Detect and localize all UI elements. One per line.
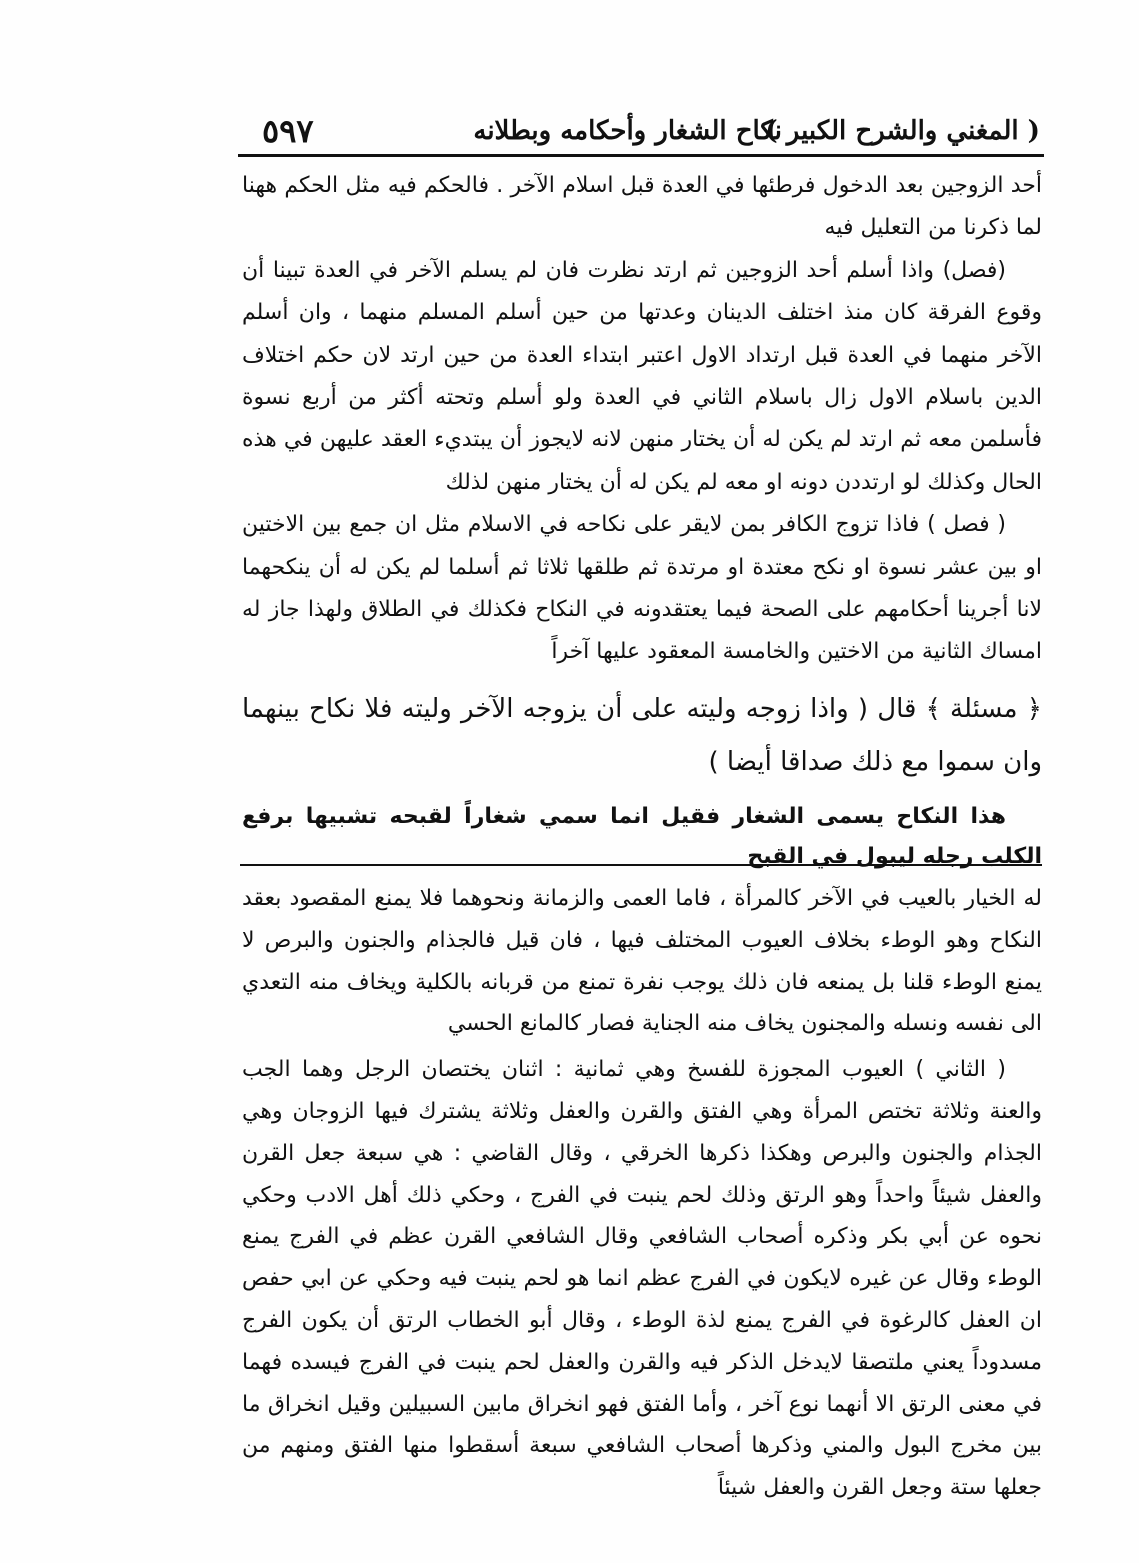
upper-text-block [242, 165, 1042, 674]
lower-text-block [242, 878, 1042, 1509]
upper-paragraph-2: (فصل) واذا أسلم أحد الزوجين ثم ارتد نظرت فان لم يسلم الآخر في العدة تبينا أن وقوع الفرقة كان منذ اختلف الدينان وعدتها من حين أسلم المسلم منهما ، وان أسلم الآخر منهما في العدة قبل ارتداد الاول اعتبر ابتداء العدة من حين ارتد لان حكم اختلاف الدين باسلام الاول زال باسلام الثاني في العدة ولو أسلم وتحته أكثر من أربع نسوة فأسلمن معه ثم ارتد لم يكن له أن يختار منهن لانه لايجوز أن يبتديء العقد عليهن في هذه الحال وكذلك لو ارتددن دونه او معه لم يكن له أن يختار منهن لذلك [242, 257, 1042, 495]
header-rule [238, 154, 1044, 157]
upper-paragraph-3: ( فصل ) فاذا تزوج الكافر بمن لايقر على نكاحه في الاسلام مثل ان جمع بين الاختين او بين عشر نسوة او نكح معتدة او مرتدة ثم طلقها ثلاثا ثم أسلما لم يكن له أن ينكحهما لانا أجرينا أحكامهم على الصحة فيما يعتقدونه في النكاح فكذلك في الطلاق ولهذا جاز له امساك الثانية من الاختين والخامسة المعقود عليها آخراً [242, 512, 1042, 665]
book-title: ( المغني والشرح الكبير ) [765, 116, 1040, 146]
running-header [240, 110, 1040, 160]
sharh-text: هذا النكاح يسمى الشغار فقيل انما سمي شغاراً لقبحه تشبيها برفع الكلب رجله ليبول في القبح [242, 804, 1042, 869]
chapter-title: نكاح الشغار وأحكامه وبطلانه [473, 116, 782, 146]
masala-block [242, 683, 1042, 789]
lower-paragraph-1: له الخيار بالعيب في الآخر كالمرأة ، فاما العمى والزمانة ونحوهما فلا يمنع المقصود بعقد النكاح وهو الوطء بخلاف العيوب المختلف فيها ، فان قيل فالجذام والجنون والبرص لا يمنع الوطء قلنا بل يمنعه فان ذلك يوجب نفرة تمنع من قربانه بالكلية ويخاف منه التعدي الى نفسه ونسله والمجنون يخاف منه الجناية فصار كالمانع الحسي [242, 886, 1042, 1037]
upper-paragraph-1: أحد الزوجين بعد الدخول فرطئها في العدة قبل اسلام الآخر . فالحكم فيه مثل الحكم ههنا لما ذكرنا من التعليل فيه [242, 173, 1042, 241]
masala-text: ﴿ مسئلة ﴾ قال ( واذا زوجه وليته على أن يزوجه الآخر وليته فلا نكاح بينهما وان سموا مع ذلك صداقا أيضا ) [242, 694, 1042, 777]
section-divider [240, 864, 1042, 866]
lower-paragraph-2: ( الثاني ) العيوب المجوزة للفسخ وهي ثمانية : اثنان يختصان الرجل وهما الجب والعنة وثلاثة تختص المرأة وهي الفتق والقرن والعفل وثلاثة يشترك فيها الزوجان وهي الجذام والجنون والبرص وهكذا ذكرها الخرقي ، وقال القاضي : هي سبعة جعل القرن والعفل شيئاً واحداً وهو الرتق وذلك لحم ينبت في الفرج ، وحكي ذلك أهل الادب وحكي نحوه عن أبي بكر وذكره أصحاب الشافعي وقال الشافعي القرن عظم في الفرج يمنع الوطء وقال عن غيره لايكون في الفرج عظم انما هو لحم ينبت فيه وحكي عن ابي حفص ان العفل كالرغوة في الفرج يمنع لذة الوطء ، وقال أبو الخطاب الرتق أن يكون الفرج مسدوداً يعني ملتصقا لايدخل الذكر فيه والقرن والعفل لحم ينبت في الفرج فيسده فهما في معنى الرتق الا أنهما نوع آخر ، وأما الفتق فهو انخراق مابين السبيلين وقيل انخراق ما بين مخرج البول والمني وذكرها أصحاب الشافعي سبعة أسقطوا منها الفتق ومنهم من جعلها ستة وجعل القرن والعفل شيئاً [242, 1057, 1042, 1501]
page-number: ٥٩٧ [262, 112, 314, 150]
